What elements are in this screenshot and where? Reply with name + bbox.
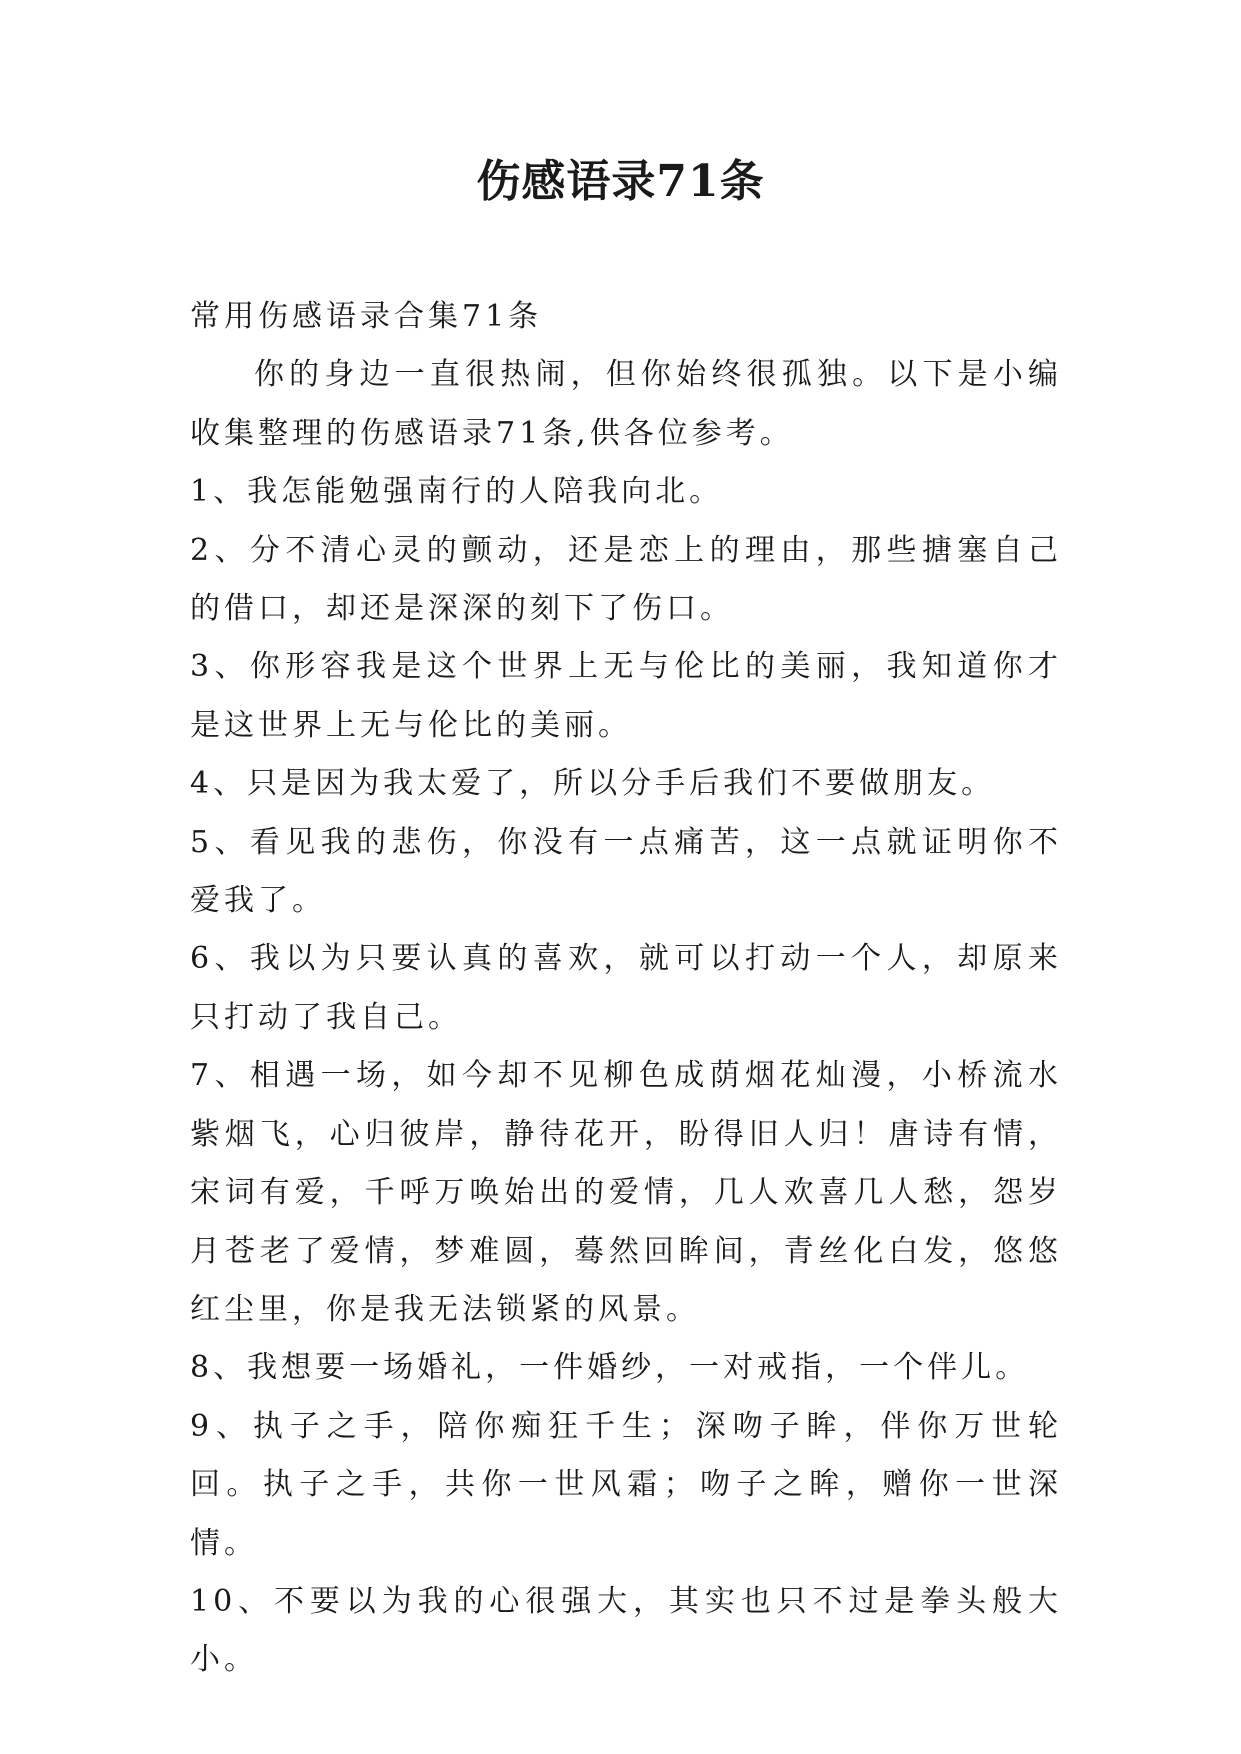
document-body xyxy=(190,288,1062,1690)
quote-item-3: 3、你形容我是这个世界上无与伦比的美丽，我知道你才是这世界上无与伦比的美丽。 xyxy=(190,649,1062,743)
quote-item-5: 5、看见我的悲伤，你没有一点痛苦，这一点就证明你不爱我了。 xyxy=(190,824,1062,919)
document-subtitle: 常用伤感语录合集71条 xyxy=(190,299,543,334)
quote-item-9: 9、执子之手，陪你痴狂千生；深吻子眸，伴你万世轮回。执子之手，共你一世风霜；吻子之眸，赠你一世深情。 xyxy=(190,1408,1062,1561)
document-title: 伤感语录71条 xyxy=(476,156,765,207)
quote-item-8: 8、我想要一场婚礼，一件婚纱，一对戒指，一个伴儿。 xyxy=(190,1350,1030,1386)
quote-item-7: 7、相遇一场，如今却不见柳色成荫烟花灿漫，小桥流水紫烟飞，心归彼岸，静待花开，盼得旧人归！唐诗有情，宋词有爱，千呼万唤始出的爱情，几人欢喜几人愁，怨岁月苍老了爱情，梦难圆，蓦然回眸间，青丝化白发，悠悠红尘里，你是我无法锁紧的风景。 xyxy=(190,1058,1062,1327)
intro-paragraph: 你的身边一直很热闹，但你始终很孤独。以下是小编收集整理的伤感语录71条,供各位参考。 xyxy=(190,357,1062,451)
quote-item-10: 10、不要以为我的心很强大，其实也只不过是拳头般大小。 xyxy=(190,1583,1062,1678)
quote-item-6: 6、我以为只要认真的喜欢，就可以打动一个人，却原来只打动了我自己。 xyxy=(190,941,1062,1035)
quote-item-4: 4、只是因为我太爱了，所以分手后我们不要做朋友。 xyxy=(190,766,996,802)
quote-item-1: 1、我怎能勉强南行的人陪我向北。 xyxy=(190,474,724,510)
quote-item-2: 2、分不清心灵的颤动，还是恋上的理由，那些搪塞自己的借口，却还是深深的刻下了伤口。 xyxy=(190,532,1062,627)
